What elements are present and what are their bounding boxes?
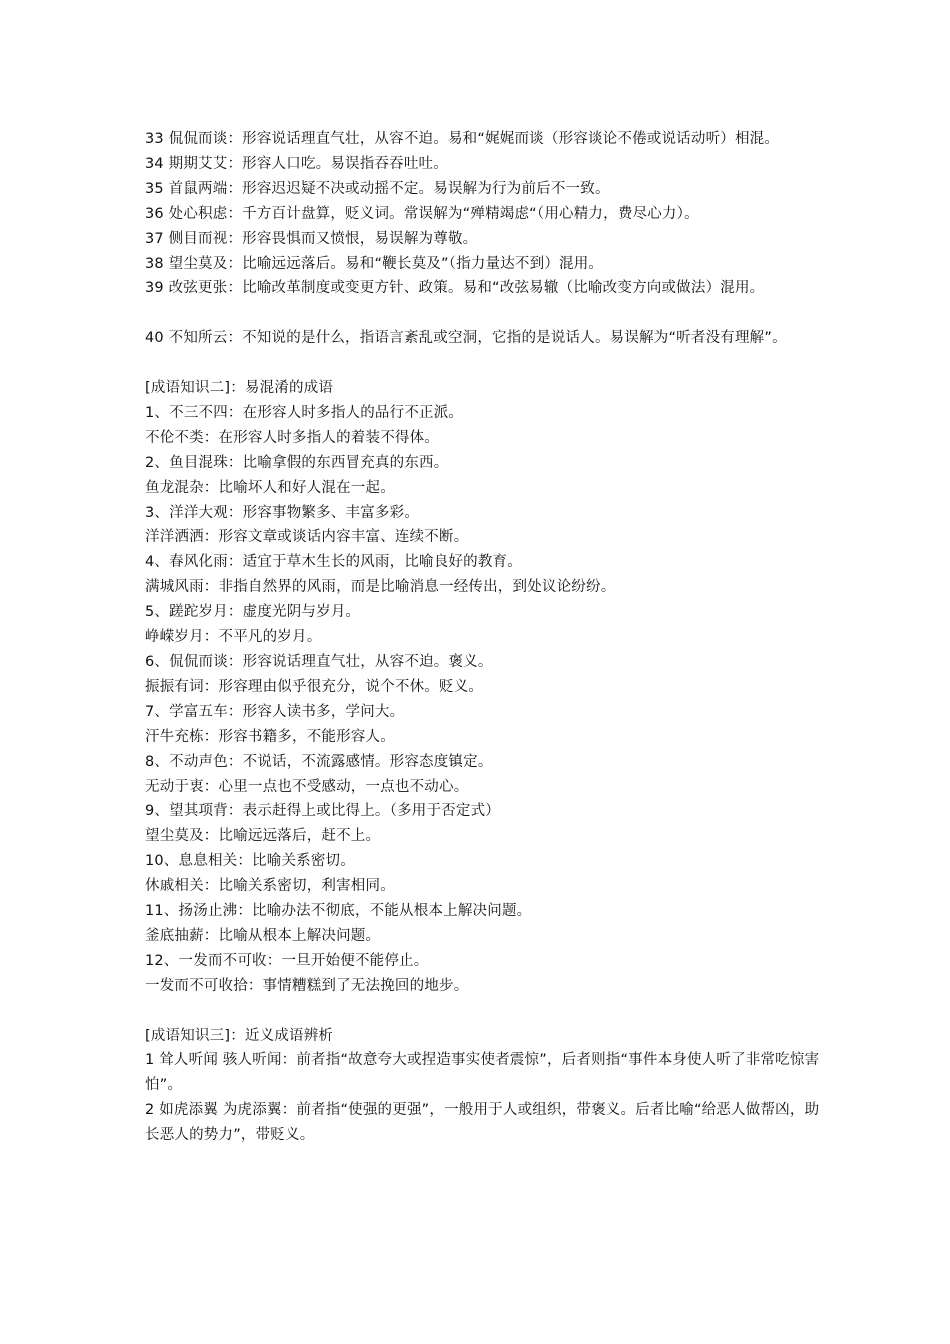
pair-line: 振振有词：形容理由似乎很充分，说个不休。贬义。 (145, 678, 484, 695)
pair-line: 望尘莫及：比喻远远落后，赶不上。 (145, 828, 381, 845)
spacer (145, 351, 820, 376)
spacer (145, 999, 820, 1024)
pair-line: 6、侃侃而谈：形容说话理直气壮，从容不迫。褒义。 (145, 654, 493, 670)
pair-line: 4、春风化雨：适宜于草木生长的风雨，比喻良好的教育。 (145, 554, 522, 571)
pair-line: 8、不动声色：不说话，不流露感情。形容态度镇定。 (145, 753, 493, 770)
pair-line: 7、学富五车：形容人读书多，学问大。 (145, 703, 405, 720)
item-39: 39 改弦更张：比喻改革制度或变更方针、政策。易和“改弦易辙（比喻改变方向或做法）混用。 (145, 280, 765, 297)
item-37: 37 侧目而视：形容畏惧而又愤恨，易误解为尊敬。 (145, 230, 478, 247)
section-heading: [成语知识二]：易混淆的成语 (145, 380, 334, 397)
pair-line: 5、蹉跎岁月：虚度光阴与岁月。 (145, 604, 361, 621)
section-confusable-idioms (145, 376, 820, 999)
pair-line: 洋洋洒洒：形容文章或谈话内容丰富、连续不断。 (145, 529, 469, 546)
section-heading: [成语知识三]：近义成语辨析 (145, 1027, 334, 1044)
pair-line: 11、扬汤止沸：比喻办法不彻底，不能从根本上解决问题。 (145, 903, 532, 920)
pair-line: 峥嵘岁月：不平凡的岁月。 (145, 629, 322, 646)
pair-line: 9、望其项背：表示赶得上或比得上。（多用于否定式） (145, 803, 500, 820)
idiom-list-part1 (145, 127, 820, 301)
document-body (145, 127, 820, 1148)
pair-line: 汗牛充栋：形容书籍多，不能形容人。 (145, 728, 395, 745)
pair-line: 釜底抽薪：比喻从根本上解决问题。 (145, 927, 381, 944)
item-38: 38 望尘莫及：比喻远远落后。易和“鞭长莫及”（指力量达不到）混用。 (145, 255, 604, 272)
item-35: 35 首鼠两端：形容迟迟疑不决或动摇不定。易误解为行为前后不一致。 (145, 180, 610, 197)
item-36: 36 处心积虑：千方百计盘算，贬义词。常误解为“殚精竭虑“（用心精力，费尽心力）。 (145, 205, 699, 222)
pair-line: 休戚相关：比喻关系密切，利害相同。 (145, 878, 395, 895)
pair-line: 满城风雨：非指自然界的风雨，而是比喻消息一经传出，到处议论纷纷。 (145, 579, 616, 596)
pair-line: 2、鱼目混珠：比喻拿假的东西冒充真的东西。 (145, 454, 449, 471)
pair-line: 无动于衷：心里一点也不受感动，一点也不动心。 (145, 778, 469, 795)
item-34: 34 期期艾艾：形容人口吃。易误指吞吞吐吐。 (145, 155, 448, 172)
pair-line: 不伦不类：在形容人时多指人的着装不得体。 (145, 429, 439, 446)
item-33: 33 侃侃而谈：形容说话理直气壮，从容不迫。易和“娓娓而谈（形容谈论不倦或说话动听）相混。 (145, 131, 780, 147)
item-40: 40 不知所云：不知说的是什么，指语言紊乱或空洞，它指的是说话人。易误解为“听者没有理解”。 (145, 330, 787, 347)
pair-line: 10、息息相关：比喻关系密切。 (145, 853, 355, 870)
pair-line: 鱼龙混杂：比喻坏人和好人混在一起。 (145, 479, 395, 496)
section-synonym-idioms (145, 1024, 820, 1149)
synonym-item-1: 1 耸人听闻 骇人听闻：前者指“故意夸大或捏造事实使者震惊”，后者则指“事件本身使人听了非常吃惊害怕”。 (145, 1052, 820, 1094)
spacer (145, 301, 820, 326)
pair-line: 12、一发而不可收：一旦开始便不能停止。 (145, 952, 429, 969)
pair-line: 一发而不可收拾：事情糟糕到了无法挽回的地步。 (145, 977, 469, 994)
pair-line: 3、洋洋大观：形容事物繁多、丰富多彩。 (145, 504, 420, 521)
pair-line: 1、不三不四：在形容人时多指人的品行不正派。 (145, 404, 464, 421)
synonym-item-2: 2 如虎添翼 为虎添翼：前者指“使强的更强”，一般用于人或组织，带褒义。后者比喻“给恶人做帮凶，助长恶人的势力”，带贬义。 (145, 1102, 820, 1144)
